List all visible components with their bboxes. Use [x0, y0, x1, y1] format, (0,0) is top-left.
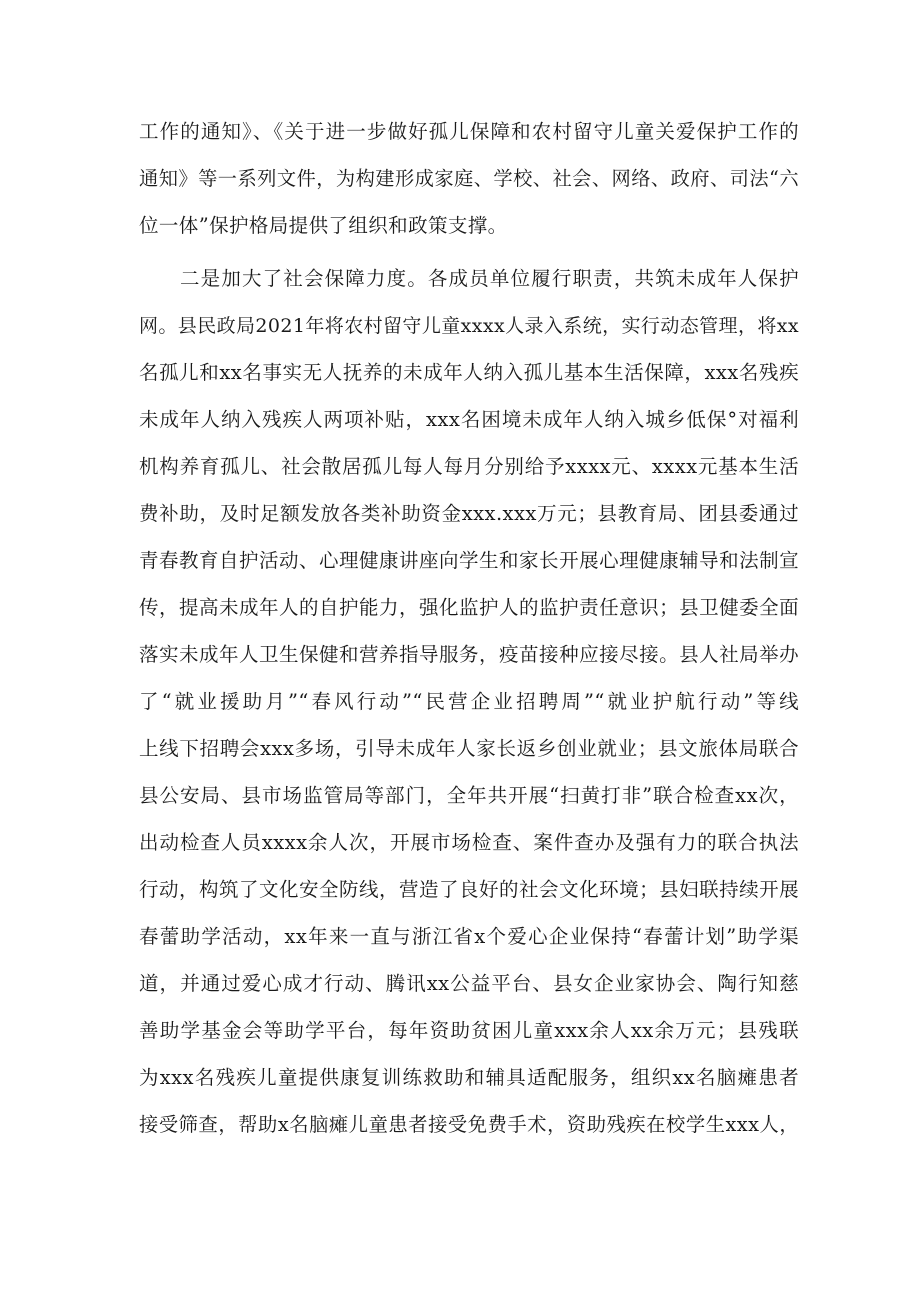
text-line: 通知》等一系列文件，为构建形成家庭、学校、社会、网络、政府、司法“六	[139, 167, 799, 190]
text-line: 落实未成年人卫生保健和营养指导服务，疫苗接种应接尽接。县人社局举办	[139, 643, 799, 666]
text-line: 名孤儿和xx名事实无人抚养的未成年人纳入孤儿基本生活保障，xxx名残疾	[139, 361, 799, 384]
text-line: 网。县民政局2021年将农村留守儿童xxxx人录入系统，实行动态管理，将xx	[139, 315, 799, 337]
text-line: 费补助，及时足额发放各类补助资金xxx.xxx万元；县教育局、团县委通过	[139, 502, 799, 525]
text-line: 上线下招聘会xxx多场，引导未成年人家长返乡创业就业；县文旅体局联合	[139, 737, 799, 760]
text-line: 位一体”保护格局提供了组织和政策支撑。	[139, 214, 508, 237]
text-line: 道，并通过爱心成才行动、腾讯xx公益平台、县女企业家协会、陶行知慈	[139, 972, 799, 995]
paragraph-first-line: 二是加大了社会保障力度。各成员单位履行职责，共筑未成年人保护	[180, 267, 799, 290]
text-line: 未成年人纳入残疾人两项补贴，xxx名困境未成年人纳入城乡低保°对福利	[139, 408, 799, 431]
text-line: 春蕾助学活动，xx年来一直与浙江省x个爱心企业保持“春蕾计划”助学渠	[139, 925, 799, 948]
text-line: 了“就业援助月”“春风行动”“民营企业招聘周”“就业护航行动”等线	[139, 690, 799, 713]
text-line: 为xxx名残疾儿童提供康复训练救助和辅具适配服务，组织xx名脑瘫患者	[139, 1066, 799, 1089]
text-line: 出动检查人员xxxx余人次，开展市场检查、案件查办及强有力的联合执法	[139, 831, 799, 854]
text-line: 工作的通知》、《关于进一步做好孤儿保障和农村留守儿童关爱保护工作的	[139, 120, 799, 143]
text-line: 善助学基金会等助学平台，每年资助贫困儿童xxx余人xx余万元；县残联	[139, 1019, 799, 1042]
text-line: 青春教育自护活动、心理健康讲座向学生和家长开展心理健康辅导和法制宣	[139, 549, 799, 572]
text-line: 传，提高未成年人的自护能力，强化监护人的监护责任意识；县卫健委全面	[139, 596, 799, 619]
text-line: 行动，构筑了文化安全防线，营造了良好的社会文化环境；县妇联持续开展	[139, 878, 799, 901]
text-line: 机构养育孤儿、社会散居孤儿每人每月分别给予xxxx元、xxxx元基本生活	[139, 455, 799, 478]
text-line: 县公安局、县市场监管局等部门，全年共开展“扫黄打非”联合检查xx次，	[139, 784, 799, 807]
text-line: 接受筛查，帮助x名脑瘫儿童患者接受免费手术，资助残疾在校学生xxx人，	[139, 1113, 799, 1136]
